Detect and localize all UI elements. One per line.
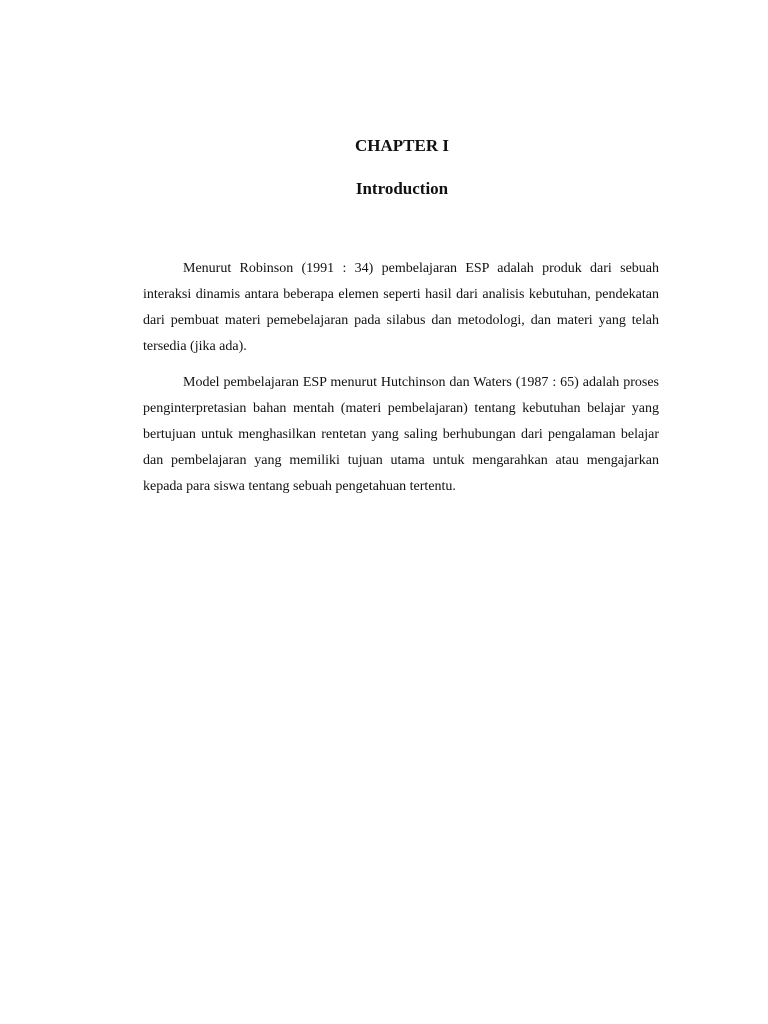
body-text: [143, 256, 659, 510]
paragraph-2: Model pembelajaran ESP menurut Hutchinson dan Waters (1987 : 65) adalah proses penginterpretasian bahan mentah (materi pembelajaran) tentang kebutuhan belajar yang bertujuan untuk menghasilkan rentetan yang saling berhubungan dari pengalaman belajar dan pembelajaran yang memiliki tujuan utama untuk mengarahkan atau mengajarkan kepada para siswa tentang sebuah pengetahuan tertentu.: [143, 375, 659, 494]
paragraph-1: Menurut Robinson (1991 : 34) pembelajaran ESP adalah produk dari sebuah interaksi dinamis antara beberapa elemen seperti hasil dari analisis kebutuhan, pendekatan dari pembuat materi pemebelajaran pada silabus dan metodologi, dan materi yang telah tersedia (jika ada).: [143, 261, 659, 354]
chapter-heading: CHAPTER I: [355, 136, 449, 155]
section-title: Introduction: [355, 179, 449, 198]
